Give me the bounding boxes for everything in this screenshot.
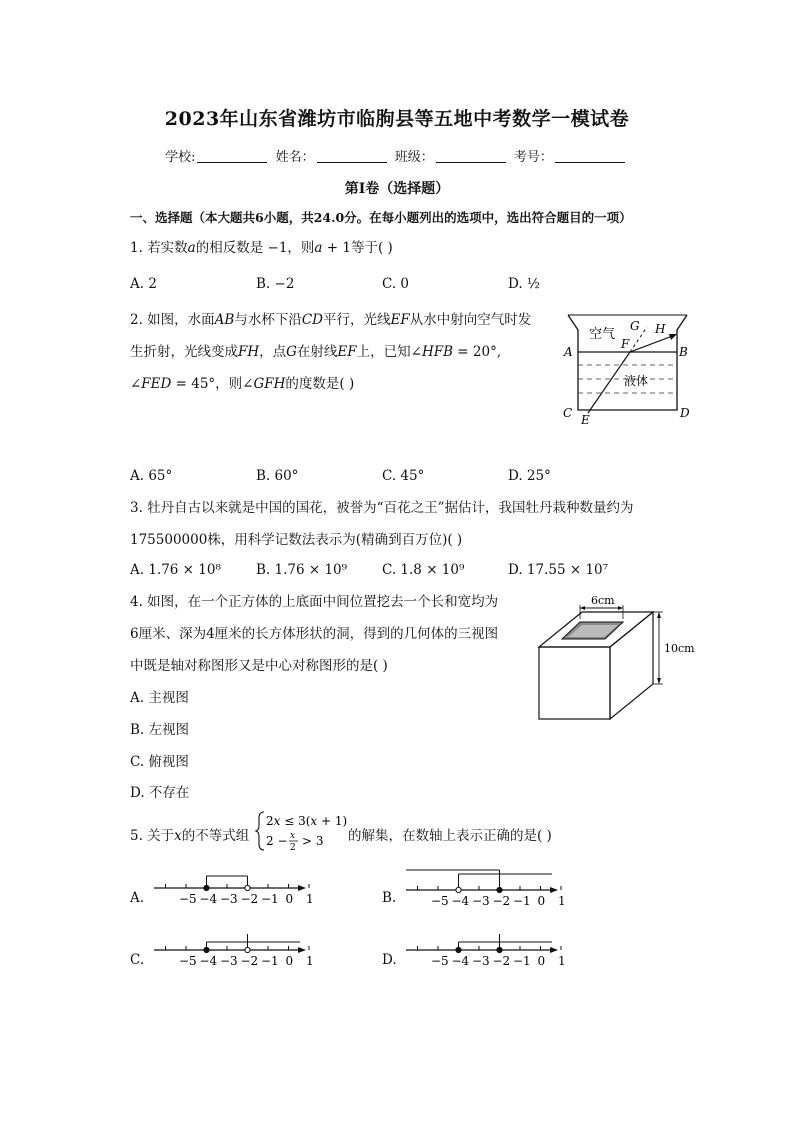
arrow-head <box>657 678 661 684</box>
q2-option-b: B. 60° <box>256 468 299 484</box>
q4-option-b: B. 左视图 <box>130 722 190 738</box>
open-point <box>245 885 250 890</box>
label-e: E <box>581 413 590 427</box>
tick-label: −4 <box>451 894 470 908</box>
tick-label: 0 <box>537 894 546 908</box>
q3-option-c: C. 1.8 × 10⁹ <box>382 562 465 578</box>
label-b: B <box>679 345 688 359</box>
ray-fh <box>630 335 675 352</box>
inequality-2-left: 2 − <box>266 834 288 848</box>
question-2-line-2: 生折射，光线变成𝐹𝐻，点𝐺在射线𝐸𝐹上，已知∠𝐻𝐹𝐵 = 20°, <box>130 344 502 360</box>
tick-label: −1 <box>513 894 531 908</box>
label-f: F <box>621 337 630 351</box>
tick-label: −1 <box>513 954 531 968</box>
fraction-denominator: 2 <box>290 843 296 853</box>
class-blank <box>436 149 506 163</box>
q5-option-d-label: D. <box>382 952 397 968</box>
id-label: 考号： <box>513 150 553 165</box>
solid-point <box>497 947 502 952</box>
fraction-numerator: 𝑥 <box>290 831 296 841</box>
label-air: 空气 <box>589 327 616 342</box>
tick-label: −5 <box>179 892 197 906</box>
tick-label: −4 <box>451 954 470 968</box>
part-title: 第I卷（选择题） <box>344 181 450 197</box>
axis-arrow <box>550 947 558 953</box>
number-line-b <box>402 866 566 920</box>
tick-label: −3 <box>220 892 238 906</box>
cube-with-hole-figure <box>530 592 700 724</box>
question-3-line-2: 175500000株，用科学记数法表示为(精确到百万位)( ) <box>130 532 463 548</box>
inequality-system <box>256 808 346 854</box>
q5-option-a-label: A. <box>130 890 145 906</box>
tick-label: 1 <box>306 892 314 906</box>
tick-label: −2 <box>492 894 511 908</box>
label-6cm: 6cm <box>591 594 615 607</box>
tick-label: −1 <box>261 892 279 906</box>
tick-label: −4 <box>199 892 218 906</box>
label-h: H <box>655 322 666 336</box>
solid-point <box>204 947 209 952</box>
class-label: 班级： <box>394 150 434 165</box>
tick-label: 1 <box>558 954 566 968</box>
tick-label: −5 <box>431 954 449 968</box>
tick-label: 0 <box>285 892 294 906</box>
q2-option-a: A. 65° <box>130 468 173 484</box>
number-line-c <box>150 930 314 982</box>
question-3-line-1: 3. 牡丹自古以来就是中国的国花，被誉为“百花之王”据估计，我国牡丹栽种数量约为 <box>130 500 634 516</box>
tick-label: −5 <box>431 894 449 908</box>
question-4-line-1: 4. 如图，在一个正方体的上底面中间位置挖去一个长和宽均为 <box>130 594 499 610</box>
question-5-prefix: 5. 关于𝑥的不等式组 <box>130 828 250 844</box>
number-line-d <box>402 930 566 982</box>
arrow-head <box>580 606 585 610</box>
number-line-a <box>150 868 314 920</box>
solid-point <box>456 947 461 952</box>
arrow-head <box>657 612 661 618</box>
tick-label: −4 <box>199 954 218 968</box>
axis-arrow <box>550 887 558 893</box>
brace <box>256 812 264 850</box>
tick-label: −3 <box>472 954 490 968</box>
q1-option-a: A. 2 <box>130 276 157 292</box>
id-blank <box>555 149 625 163</box>
label-g: G <box>630 319 640 333</box>
cube-front-face <box>539 647 610 719</box>
q2-option-c: C. 45° <box>382 468 425 484</box>
q5-option-c-label: C. <box>130 952 145 968</box>
cup-outline <box>568 315 687 410</box>
question-4-line-3: 中既是轴对称图形又是中心对称图形的是( ) <box>130 658 388 674</box>
open-point <box>245 947 250 952</box>
tick-label: −5 <box>179 954 197 968</box>
arrow-head <box>669 334 677 340</box>
solid-point <box>204 885 209 890</box>
tick-label: −2 <box>240 954 259 968</box>
question-2-line-1: 2. 如图，水面𝐴𝐵与水杯下沿𝐶𝐷平行，光线𝐸𝐹从水中射向空气时发 <box>130 312 532 328</box>
tick-label: −2 <box>240 892 259 906</box>
q1-option-b: B. −2 <box>256 276 295 292</box>
tick-label: −3 <box>220 954 238 968</box>
question-5-suffix: 的解集，在数轴上表示正确的是( ) <box>348 828 552 844</box>
inequality-1: 2𝑥 ≤ 3(𝑥 + 1) <box>266 814 348 828</box>
question-4-line-2: 6厘米、深为4厘米的长方体形状的洞，得到的几何体的三视图 <box>130 626 499 642</box>
school-blank <box>197 149 267 163</box>
label-10cm: 10cm <box>664 642 695 655</box>
school-label: 学校: <box>165 150 196 165</box>
question-2-line-3: ∠𝐹𝐸𝐷 = 45°，则∠𝐺𝐹𝐻的度数是( ) <box>130 376 355 392</box>
solid-point <box>497 887 502 892</box>
q2-option-d: D. 25° <box>508 468 551 484</box>
exam-title: 2023年山东省潍坊市临朐县等五地中考数学一模试卷 <box>164 108 630 130</box>
q1-option-d: D. ½ <box>508 276 541 292</box>
axis-arrow <box>298 947 306 953</box>
label-c: C <box>563 406 573 420</box>
name-label: 姓名： <box>275 150 315 165</box>
tick-label: 0 <box>285 954 294 968</box>
tick-label: −3 <box>472 894 490 908</box>
q5-option-b-label: B. <box>382 890 397 906</box>
q4-option-d: D. 不存在 <box>130 785 190 801</box>
tick-label: 1 <box>306 954 314 968</box>
q3-option-b: B. 1.76 × 10⁹ <box>256 562 348 578</box>
inequality-2-right: > 3 <box>302 834 324 848</box>
open-point <box>456 887 461 892</box>
q4-option-a: A. 主视图 <box>130 690 189 706</box>
tick-label: 1 <box>558 894 566 908</box>
axis-arrow <box>298 885 306 891</box>
label-a: A <box>564 345 573 359</box>
question-1-text: 1. 若实数𝑎的相反数是 −1，则𝑎 + 1等于( ) <box>130 240 393 256</box>
q3-option-a: A. 1.76 × 10⁸ <box>130 562 221 578</box>
student-info-line <box>0 146 794 165</box>
section-heading: 一、选择题（本大题共6小题，共24.0分。在每小题列出的选项中，选出符合题目的一项） <box>130 210 632 225</box>
q4-option-c: C. 俯视图 <box>130 754 189 770</box>
label-liquid: 液体 <box>624 374 649 388</box>
arrow-head <box>618 606 623 610</box>
tick-label: −1 <box>261 954 279 968</box>
q1-option-c: C. 0 <box>382 276 410 292</box>
name-blank <box>317 149 387 163</box>
tick-label: −2 <box>492 954 511 968</box>
cup-refraction-figure <box>555 305 705 430</box>
label-d: D <box>680 406 690 420</box>
tick-label: 0 <box>537 954 546 968</box>
q3-option-d: D. 17.55 × 10⁷ <box>508 562 609 578</box>
